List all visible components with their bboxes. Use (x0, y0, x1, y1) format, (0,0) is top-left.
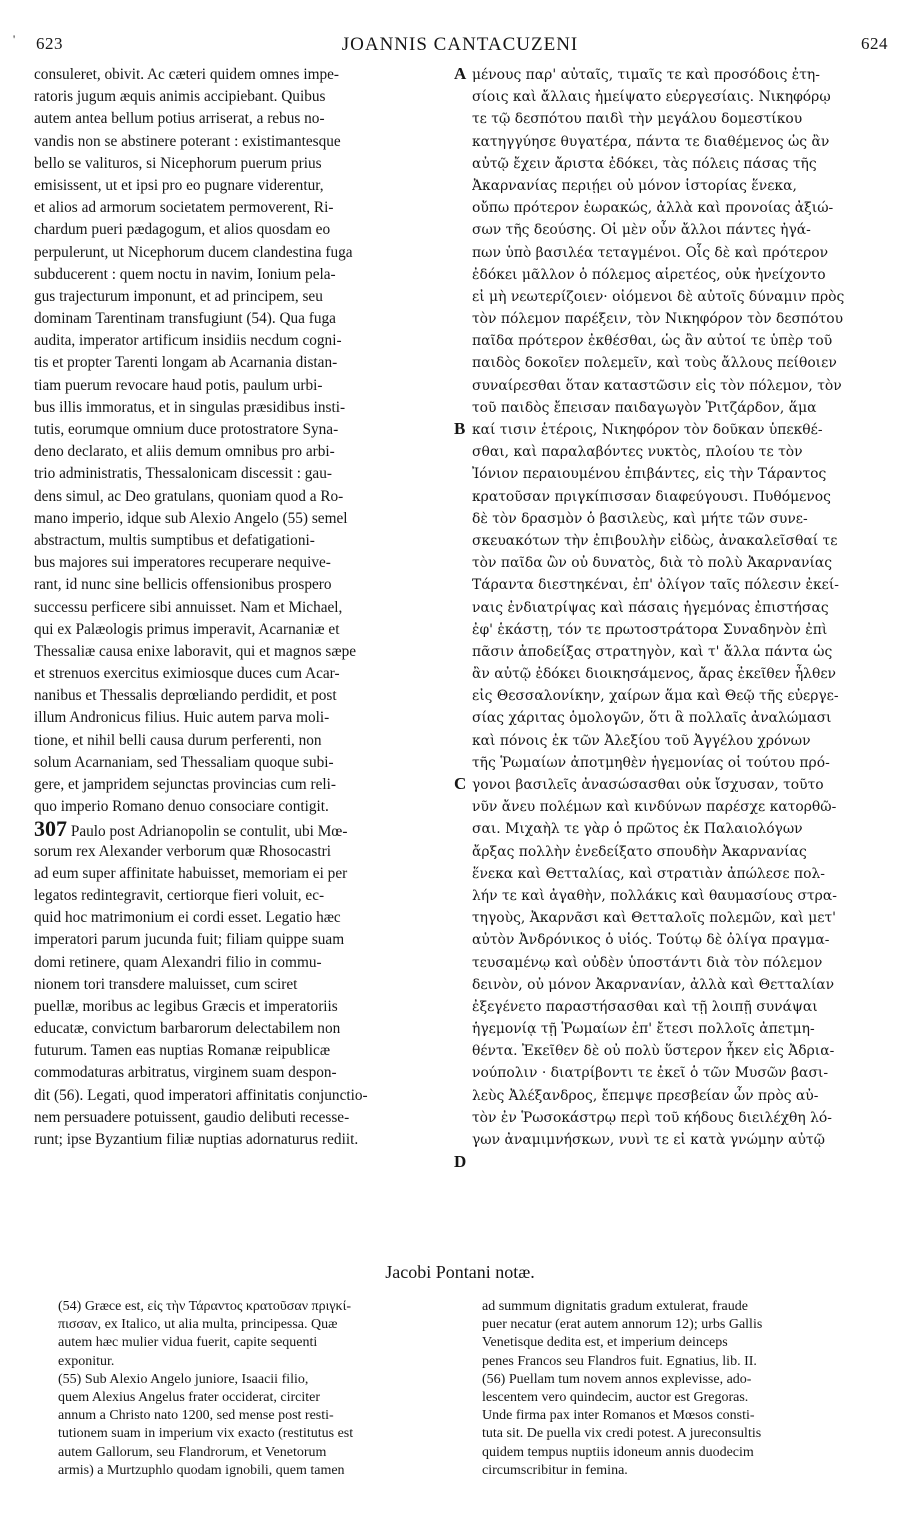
latin-text-line: solum Acarnaniam, sed Thessaliam quoque subi- (34, 753, 334, 771)
latin-text-line: dominam Tarentinam transfugiunt (54). Qua fuga (34, 310, 336, 328)
latin-text-line: Thessaliæ causa enixe laboravit, qui et magnos sæpe (34, 642, 357, 660)
note-line: penes Francos seu Flandros fuit. Egnatius, lib. II. (482, 1353, 757, 1369)
latin-text-line: perpulerunt, ut Nicephorum ducem clandestina fuga (34, 243, 353, 261)
greek-text-column (472, 64, 885, 1151)
latin-text-line: bus majores sui imperatores recuperare nequive- (34, 554, 331, 572)
greek-text-line: τοῦ παιδὸς ἔπεισαν παιδαγωγὸν Ῥιτζάρδον, ἅμα (472, 399, 817, 416)
latin-text-line: tutis, eorumque omnium duce protostratore Syna- (34, 421, 339, 438)
note-line: Unde firma pax inter Romanos et Mœsos consti- (482, 1408, 755, 1424)
greek-text-line: δεινὸν, οὐ μόνον Ἀκαρνανίαν, ἀλλὰ καὶ Θετταλίαν (472, 976, 835, 993)
section-marker-a: A (454, 64, 467, 83)
latin-text-line: tione, et nihil belli causa durum perferenti, non (34, 731, 322, 749)
note-line: πισσαν, ex Italico, ut alia multa, principessa. Quæ (58, 1317, 338, 1333)
note-line: lescentem vero quindecim, auctor est Gregoras. (482, 1389, 749, 1405)
latin-text-line: dens simul, ac Deo gratulans, quoniam quod a Ro- (34, 487, 344, 505)
greek-text-line: νῦν ἄνευ πολέμων καὶ κινδύνων παρέσχε κατορθῶ- (472, 799, 837, 816)
greek-text-line: Ἀκαρνανίας περιῄει οὐ μόνον ἱστορίας ἕνεκα, (472, 177, 797, 194)
latin-text-line: consuleret, obivit. Ac cæteri quidem omnes impe- (34, 66, 340, 83)
latin-text-line: domi retinere, quam Alexandri filio in commu- (34, 953, 322, 971)
greek-text-line: κατηγγύησε θυγατέρα, πάντα τε διαθέμενος ὡς ἂν (472, 133, 830, 150)
greek-text-line: τηγοὺς, Ἀκαρνᾶσι καὶ Θετταλοῖς πολεμῶν, καὶ μετ' (472, 910, 836, 927)
greek-text-line: σων τῆς δεούσης. Οἱ μὲν οὖν ἄλλοι πάντες ἠγά- (472, 222, 811, 239)
greek-text-line: εἰ μὴ νεωτερίζοιεν· οἰόμενοι δὲ αὐτοῖς δύναμιν πρὸς (472, 288, 845, 305)
latin-text-line: nionem tori transdere maluisset, cum sciret (34, 975, 298, 993)
latin-text-line: et alios ad armorum societatem permoverent, Ri- (34, 199, 334, 217)
greek-text-line: πων ὑπὸ βασιλέα τεταγμένοι. Οἷς δὲ καὶ πρότερον (472, 244, 829, 261)
note-line: autem Gallorum, seu Flandrorum, et Venetorum (58, 1444, 327, 1460)
latin-text-line: gus trajecturum imponunt, et ad principem, seu (34, 287, 323, 305)
latin-text-line: tiam puerum revocare haud potis, paulum urbi- (34, 376, 323, 394)
greek-text-line: νούπολιν · διατρίβοντι τε ἐκεῖ ὁ τῶν Μυσῶν βασι- (472, 1065, 829, 1082)
section-marker-d: D (454, 1152, 467, 1171)
latin-text-line: rant, id nunc sine bellicis offensionibus prospero (34, 576, 332, 594)
greek-text-line: λήν τε καὶ ἀγαθὴν, πολλάκις καὶ θαυμασίους στρα- (472, 887, 837, 904)
greek-text-line: τὸν ἐν Ῥωσοκάστρῳ περὶ τοῦ κήδους διειλέχθη λό- (472, 1109, 832, 1126)
latin-text-line: chardum pueri pædagogum, et alios quosdam eo (34, 221, 331, 239)
latin-text-line: emisissent, ut et ipsi pro eo pugnare viderentur, (34, 176, 324, 194)
greek-text-line: ἐδόκει μᾶλλον ὁ πόλεμος αἱρετέος, οὐκ ἠνείχοντο (472, 266, 826, 283)
greek-text-line: οὔπω πρότερον ἑωρακώς, ἀλλὰ καὶ προνοίας ἀξιώ- (472, 200, 834, 217)
latin-text-line: sorum rex Alexander verborum quæ Rhosocastri (34, 842, 331, 860)
greek-text-line: τε τῷ δεσπότου παιδὶ τὴν μεγάλου δομεστίκου (472, 111, 803, 128)
greek-text-line: αὐτὸν Ἀνδρόνικος ὁ υἱός. Τούτῳ δὲ ὀλίγα πραγμα- (472, 932, 830, 949)
latin-text-line: et strenuos exercitus eximiosque duces cum Acar- (34, 665, 340, 683)
running-title: JOANNIS CANTACUZENI (341, 34, 579, 55)
latin-text-line: gere, et jampridem sejunctas provincias cum reli- (34, 776, 337, 793)
latin-text-line: imperatori parum jucunda fuit; filiam quippe suam (34, 931, 345, 949)
greek-text-line: ἕνεκα καὶ Θετταλίας, καὶ στρατιὰν ἀπώλεσε πολ- (472, 865, 825, 882)
latin-text-line: bello se valituros, si Nicephorum puerum prius (34, 154, 322, 172)
latin-text-line: dit (56). Legati, quod imperatori affinitatis conjunctio- (34, 1086, 368, 1104)
latin-text-line: quid hoc matrimonium ei cordi esset. Legatio hæc (34, 909, 341, 927)
latin-text-line: illum Andronicus filius. Huic autem parva moli- (34, 709, 330, 727)
note-line: annum a Christo nato 1200, sed mense post resti- (58, 1408, 334, 1424)
greek-text-line: καί τισιν ἑτέροις, Νικηφόρον τὸν δοῦκαν ὑπεκθέ- (472, 422, 823, 438)
note-line: quem Alexius Angelus frater occiderat, circiter (58, 1389, 321, 1405)
greek-text-line: σκευακότων τὴν ἐπιβουλὴν εἰδὼς, ἀνακαλεῖσθαί τε (472, 532, 838, 549)
margin-page-number: 307 (34, 818, 67, 841)
note-line: (56) Puellam tum novem annos explevisse, ado- (482, 1371, 752, 1387)
latin-text-line: educatæ, convictum barbarorum delectabilem non (34, 1020, 341, 1038)
note-line: tuta sit. De puella vix credi potest. A jureconsultis (482, 1426, 762, 1442)
note-line: (55) Sub Alexio Angelo juniore, Isaacii filio, (58, 1371, 309, 1387)
greek-text-line: αὐτῷ ἔχειν ἄριστα ἐδόκει, τὰς πόλεις πάσας τῆς (472, 155, 817, 172)
latin-text-line: futurum. Tamen eas nuptias Romanæ reipublicæ (34, 1042, 331, 1060)
greek-text-line: τὸν πόλεμον παρέξειν, τὸν Νικηφόρον τὸν δεσπότου (472, 311, 844, 328)
latin-text-line: nanibus et Thessalis deprœliando perdidit, et post (34, 687, 337, 705)
note-line: circumscribitur in femina. (482, 1462, 628, 1478)
note-line: ad summum dignitatis gradum extulerat, fraude (482, 1299, 748, 1314)
section-marker-c: C (454, 774, 467, 793)
greek-text-line: σίας χάριτας ὁμολογῶν, ὅτι ἃ πολλαῖς ἀναλώμασι (472, 710, 832, 727)
greek-text-line: Ἰόνιον περαιουμένου ἐπιβάντες, εἰς τὴν Τάραντος (472, 466, 827, 483)
latin-text-line: 307 Paulo post Adrianopolin se contulit, ubi Mœ- (34, 818, 348, 841)
note-line: autem hæc mulier vidua fuerit, capite sequenti (58, 1335, 318, 1351)
notes-left-column (58, 1298, 454, 1480)
greek-text-line: ἂν αὐτῷ ἐδόκει διοικησάμενος, ἄρας ἐκεῖθεν ἦλθεν (472, 666, 836, 683)
greek-text-line: ναις ἐνδιατρίψας καὶ πάσαις ἡγεμόνας ἐπιστήσας (472, 599, 829, 616)
note-line: (54) Græce est, εἰς τὴν Τάραντος κρατοῦσαν πριγκί- (58, 1299, 352, 1314)
greek-text-line: ἡγεμονίᾳ τῇ Ῥωμαίων ἐπ' ἔτεσι πολλοῖς ἀπετμη- (472, 1021, 815, 1038)
greek-text-line: σθαι, καὶ παραλαβόντες νυκτὸς, πλοίου τε τὸν (472, 444, 803, 461)
greek-text-line: ἐξεγένετο παραστήσασθαι καὶ τῇ λοιπῇ συνάψαι (472, 998, 818, 1015)
greek-text-line: σίοις καὶ ἄλλαις ἠμείψατο εὐεργεσίαις. Νικηφόρῳ (472, 89, 831, 106)
latin-text-line: qui ex Palæologis primus imperavit, Acarnaniæ et (34, 620, 340, 638)
greek-text-line: Τάραντα διεστηκέναι, ἐπ' ὀλίγον ταῖς πόλεσιν ἐκεί- (472, 577, 840, 594)
greek-text-line: γων ἀναμιμνήσκων, νυνὶ τε εἰ κατὰ γνώμην αὐτῷ (472, 1132, 825, 1148)
greek-text-line: εἰς Θεσσαλονίκην, χαίρων ἅμα καὶ Θεῷ τῆς εὐεργε- (472, 688, 839, 705)
greek-text-line: καὶ πόνοις ἐκ τῶν Ἀλεξίου τοῦ Ἀγγέλου χρόνων (472, 732, 811, 749)
latin-text-line: commodaturas arbitratus, virginem suam despon- (34, 1064, 337, 1082)
latin-text-line: audita, imperator artificum insidiis necdum cogni- (34, 332, 342, 350)
greek-text-line: παιδὸς δοκοῖεν πολεμεῖν, καὶ τοὺς ἄλλους πείθοιεν (472, 355, 837, 372)
latin-text-line: ratoris jugum æquis animis accipiebant. Quibus (34, 88, 326, 106)
latin-text-line: quo imperio Romano denuo consociare contigit. (34, 798, 329, 816)
latin-text-line: puellæ, moribus ac legibus Græcis et imperatoriis (34, 997, 338, 1015)
latin-text-column (34, 64, 452, 1151)
note-line: puer necatur (erat autem annorum 12); urbs Gallis (482, 1317, 763, 1333)
latin-text-line: ad eum super affinitate habuisset, memoriam ei per (34, 864, 348, 882)
greek-text-line: σαι. Μιχαὴλ τε γὰρ ὁ πρῶτος ἐκ Παλαιολόγων (472, 821, 803, 838)
latin-text-line: mano imperio, idque sub Alexio Angelo (55) semel (34, 509, 348, 527)
section-marker-b: B (454, 419, 466, 438)
note-line: Venetisque dedita est, et imperium deinceps (482, 1335, 728, 1351)
greek-text-line: θέντα. Ἐκεῖθεν δὲ οὐ πολὺ ὕστερον ἧκεν εἰς Ἀδρια- (472, 1043, 835, 1060)
greek-text-line: γονοι βασιλεῖς ἀνασώσασθαι οὐκ ἴσχυσαν, τοῦτο (472, 777, 824, 793)
notes-title: Jacobi Pontani notæ. (385, 1262, 535, 1282)
page-number-left: 623 (36, 34, 63, 53)
page-number-right: 624 (861, 34, 888, 53)
latin-text-line: subducerent : quem noctu in navim, Ionium pela- (34, 265, 336, 283)
note-line: quidem tempus nuptiis idoneum annis duodecim (482, 1444, 754, 1460)
notes-right-column (482, 1298, 888, 1480)
latin-text-line: abstractum, multis sumptibus et defatigationi- (34, 531, 315, 549)
greek-text-line: συναίρεσθαι ὅταν καταστῶσιν εἰς τὸν πόλεμον, τὸν (472, 377, 842, 394)
stray-mark: ' (13, 32, 16, 46)
note-line: exponitur. (58, 1353, 115, 1369)
greek-text-line: λεὺς Ἀλέξανδρος, ἔπεμψε πρεσβείαν ὧν πρὸς αὐ- (472, 1087, 819, 1104)
latin-text-line: bus illis immoratus, et in singulas præsidibus insti- (34, 398, 346, 416)
latin-text-line: nem persuadere potuissent, gaudio delibuti recesse- (34, 1108, 350, 1126)
greek-text-line: παῖδα πρότερον ἐκθέσθαι, ὡς ἂν αὐτοί τε ὑπὲρ τοῦ (472, 333, 833, 350)
greek-text-line: κρατοῦσαν πριγκίπισσαν διαφεύγουσι. Πυθόμενος (472, 488, 831, 505)
note-line: armis) a Murtzuphlo quodam ignobili, quem tamen (58, 1462, 345, 1478)
latin-text-line: deno declarato, et aliis demum omnibus pro arbi- (34, 443, 335, 461)
greek-text-line: ἐφ' ἑκάστῃ, τόν τε πρωτοστράτορα Συναδηνὸν ἐπὶ (472, 621, 828, 638)
latin-text-line: runt; ipse Byzantium filiæ nuptias adornaturus rediit. (34, 1131, 359, 1148)
greek-text-line: μένους παρ' αὐταῖς, τιμαῖς τε καὶ προσόδοις ἐτη- (472, 67, 820, 83)
greek-text-line: δὲ τὸν δρασμὸν ὁ βασιλεὺς, καὶ μήτε τῶν συνε- (472, 510, 808, 527)
note-line: tutionem suam in imperium vix exacto (restitutus est (58, 1426, 354, 1442)
latin-text-line: tis et propter Tarenti longam ab Acarnania distan- (34, 354, 338, 372)
latin-text-line: legatos redintegravit, certiorque fieri voluit, ec- (34, 886, 325, 904)
greek-text-line: πᾶσιν ἀποδείξας στρατηγὸν, καὶ τ' ἄλλα πάντα ὡς (472, 643, 833, 660)
latin-text-line: trio administratis, Thessalonicam discessit : gau- (34, 465, 332, 483)
greek-text-line: τῆς Ῥωμαίων ἀποτμηθὲν ἡγεμονίας οἱ τούτου πρό- (472, 754, 830, 771)
latin-text-line: vandis non se abstinere poterant : existimantesque (34, 132, 341, 150)
greek-text-line: τευσαμένῳ καὶ οὐδὲν ὑποστάντι διὰ τὸν πόλεμον (472, 954, 823, 971)
greek-text-line: τὸν παῖδα ὢν οὐ δυνατὸς, διὰ τὸ πολὺ Ἀκαρνανίας (472, 555, 833, 572)
latin-text-line: autem antea bellum potius arriserat, a rebus no- (34, 110, 325, 128)
greek-text-line: ἄρξας πολλὴν ἐνεδείξατο σπουδὴν Ἀκαρνανίας (472, 843, 807, 860)
latin-text-line: successu perficere sibi annuisset. Nam et Michael, (34, 598, 343, 616)
